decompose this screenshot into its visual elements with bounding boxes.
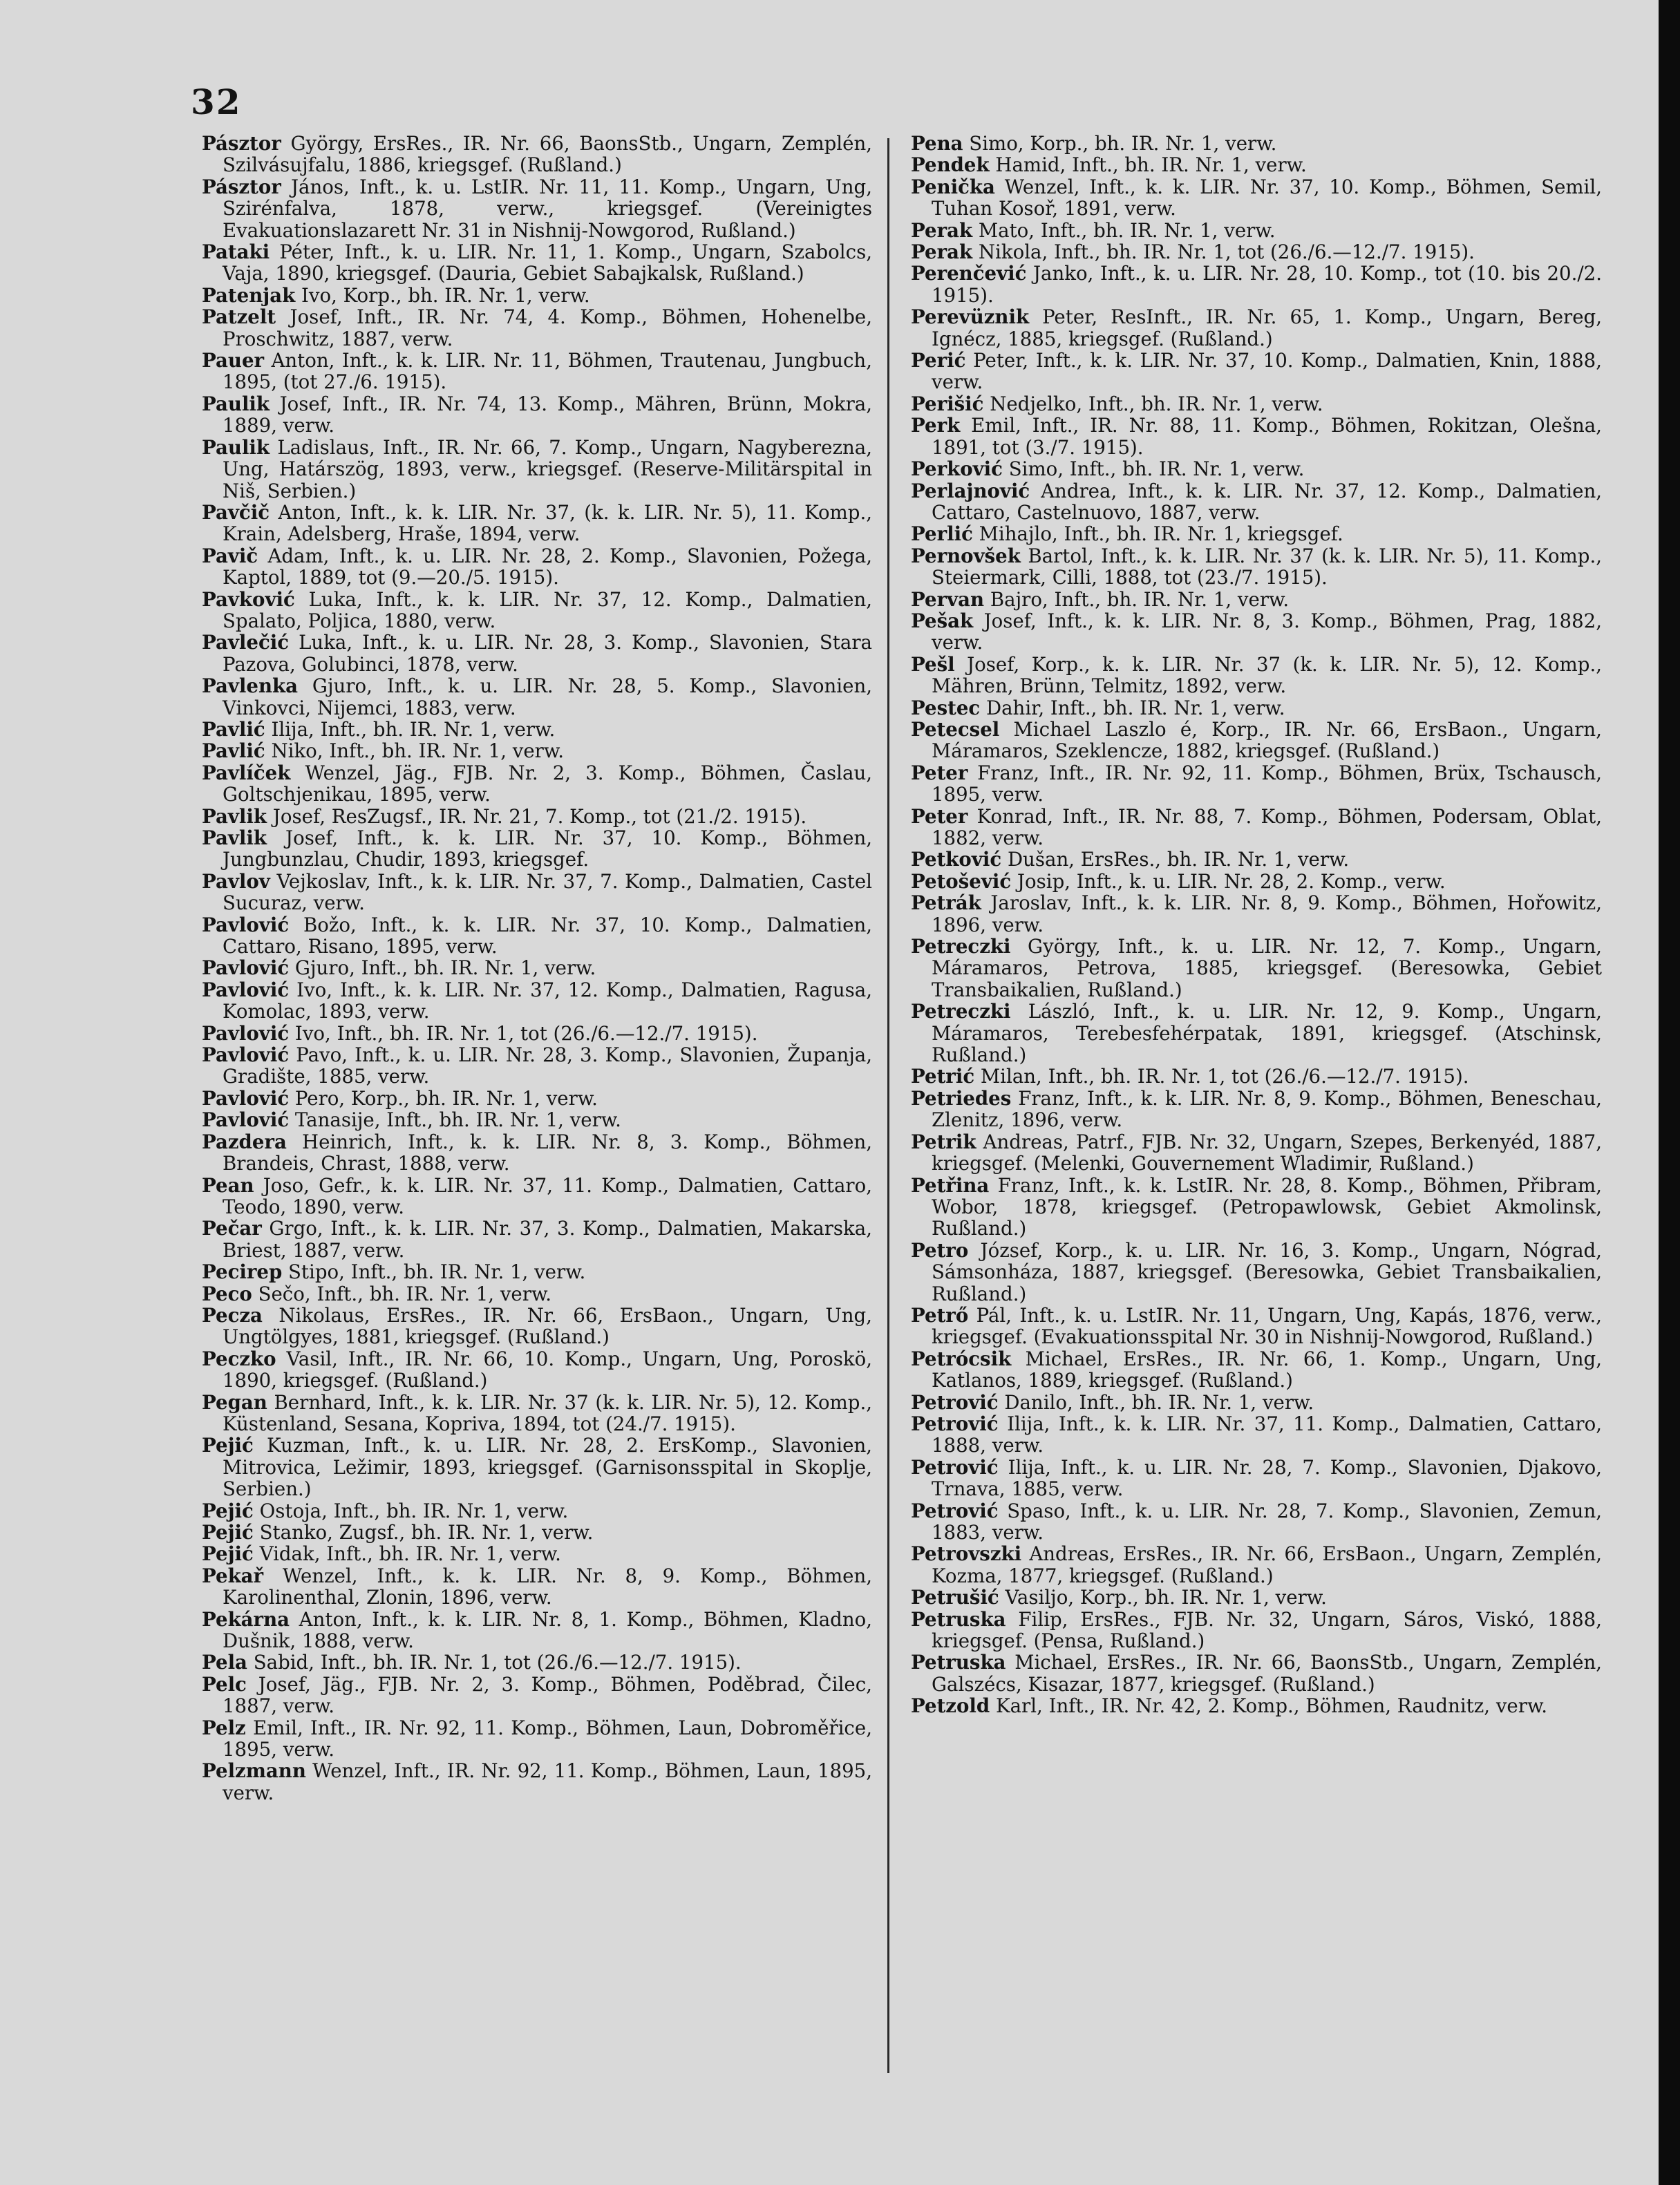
list-item (911, 806, 1602, 849)
list-item (202, 1500, 872, 1522)
entry-details: Pero, Korp., bh. IR. Nr. 1, verw. (294, 1086, 598, 1110)
list-item (911, 762, 1602, 806)
entry-details: Anton, Inft., k. k. LIR. Nr. 11, Böhmen, Trautenau, Jungbuch, 1895, (tot 27./6. 1915). (223, 349, 872, 394)
entry-surname: Peczko (202, 1347, 276, 1370)
entry-details: Michael, ErsRes., IR. Nr. 66, BaonsStb., Ungarn, Zemplén, Galszécs, Kisazar, 1877, kriegsgef. (Rußland.) (932, 1651, 1602, 1696)
entry-details: Luka, Inft., k. k. LIR. Nr. 37, 12. Komp., Dalmatien, Spalato, Poljica, 1880, verw. (223, 587, 872, 632)
entry-details: Josef, Inft., k. k. LIR. Nr. 37, 10. Komp., Böhmen, Jungbunzlau, Chudir, 1893, kriegsgef. (223, 826, 872, 871)
entry-details: Simo, Inft., bh. IR. Nr. 1, verw. (1008, 457, 1305, 481)
list-item (202, 1305, 872, 1348)
entry-surname: Petrő (911, 1303, 969, 1327)
entry-surname: Perković (911, 457, 1003, 481)
entry-surname: Paulik (202, 392, 270, 415)
list-item (202, 393, 872, 437)
entry-surname: Pauer (202, 349, 265, 372)
entry-details: Franz, Inft., k. k. LIR. Nr. 8, 9. Komp., Böhmen, Beneschau, Zlenitz, 1896, verw. (932, 1086, 1602, 1132)
entry-surname: Pešl (911, 652, 955, 676)
entry-surname: Petrušić (911, 1586, 999, 1609)
list-item (911, 350, 1602, 393)
entry-details: Grgo, Inft., k. k. LIR. Nr. 37, 3. Komp., Dalmatien, Makarska, Briest, 1887, verw. (223, 1217, 872, 1262)
entry-surname: Penička (911, 175, 995, 198)
list-item (202, 1522, 872, 1543)
list-item (911, 892, 1602, 936)
entry-surname: Pavlov (202, 869, 270, 893)
entry-details: Joso, Gefr., k. k. LIR. Nr. 37, 11. Komp., Dalmatien, Cattaro, Teodo, 1890, verw. (223, 1173, 872, 1218)
entry-details: Wenzel, Inft., k. k. LIR. Nr. 8, 9. Komp., Böhmen, Karolinenthal, Zlonin, 1896, verw. (223, 1564, 872, 1609)
list-item (202, 1261, 872, 1283)
list-item (202, 545, 872, 589)
list-item (911, 654, 1602, 697)
entry-details: Danilo, Inft., bh. IR. Nr. 1, verw. (1004, 1390, 1314, 1414)
list-item (202, 675, 872, 719)
entry-details: Ivo, Korp., bh. IR. Nr. 1, verw. (301, 283, 590, 307)
entry-details: Wenzel, Inft., k. k. LIR. Nr. 37, 10. Komp., Böhmen, Semil, Tuhan Kosoř, 1891, verw. (932, 175, 1602, 220)
entry-surname: Pataki (202, 240, 270, 264)
entry-details: József, Korp., k. u. LIR. Nr. 16, 3. Komp., Ungarn, Nógrad, Sámsonháza, 1887, kriegsgef. (Beresowka, Gebiet Transbaikalien, Rußland.) (932, 1238, 1602, 1305)
entry-details: Ladislaus, Inft., IR. Nr. 66, 7. Komp., Ungarn, Nagyberezna, Ung, Határszög, 1893, verw., kriegsgef. (Reserve-Militärspital in Niš, Serbien.) (223, 435, 872, 502)
entry-details: György, ErsRes., IR. Nr. 66, BaonsStb., Ungarn, Zemplén, Szilvásujfalu, 1886, kriegsgef. (Rußland.) (223, 132, 872, 177)
list-item (202, 502, 872, 545)
list-item (911, 263, 1602, 306)
entry-details: Josef, Inft., IR. Nr. 74, 4. Komp., Böhmen, Hohenelbe, Proschwitz, 1887, verw. (223, 305, 872, 350)
list-item (911, 523, 1602, 545)
list-item (911, 1348, 1602, 1392)
list-item (202, 1435, 872, 1500)
entry-surname: Petrovszki (911, 1542, 1022, 1566)
list-item (202, 957, 872, 978)
entry-surname: Petrić (911, 1065, 975, 1088)
entry-surname: Pavlik (202, 804, 267, 828)
entry-surname: Perak (911, 240, 973, 264)
entry-details: János, Inft., k. u. LstIR. Nr. 11, 11. Komp., Ungarn, Ung, Szirénfalva, 1878, verw., kriegsgef. (Vereinigtes Evakuationslazarett Nr. 31 in Nishnij-Nowgorod, Rußland.) (223, 175, 872, 242)
entry-details: Peter, ResInft., IR. Nr. 65, 1. Komp., Ungarn, Bereg, Ignécz, 1885, kriegsgef. (Rußland.) (932, 305, 1602, 350)
entry-details: Ilija, Inft., k. k. LIR. Nr. 37, 11. Komp., Dalmatien, Cattaro, 1888, verw. (932, 1412, 1602, 1457)
entry-surname: Pavković (202, 587, 295, 611)
entry-surname: Pelz (202, 1716, 246, 1739)
entry-surname: Petrović (911, 1390, 999, 1414)
list-item (911, 849, 1602, 870)
list-item (911, 1131, 1602, 1175)
entry-surname: Petošević (911, 869, 1012, 893)
entry-surname: Pecza (202, 1303, 263, 1327)
entry-details: Dahir, Inft., bh. IR. Nr. 1, verw. (985, 696, 1285, 719)
entry-surname: Pernovšek (911, 544, 1021, 567)
entry-details: Vidak, Inft., bh. IR. Nr. 1, verw. (259, 1542, 561, 1566)
list-item (911, 1305, 1602, 1348)
entry-surname: Petrović (911, 1499, 999, 1522)
entry-surname: Patzelt (202, 305, 276, 329)
entry-surname: Pena (911, 132, 963, 155)
list-item (202, 1652, 872, 1673)
entry-details: Hamid, Inft., bh. IR. Nr. 1, verw. (995, 153, 1307, 177)
list-item (202, 285, 872, 306)
list-item (202, 1717, 872, 1761)
entry-details: Michael, ErsRes., IR. Nr. 66, 1. Komp., Ungarn, Ung, Katlanos, 1889, kriegsgef. (Rußland.) (932, 1347, 1602, 1392)
list-item (911, 1587, 1602, 1608)
entry-details: Adam, Inft., k. u. LIR. Nr. 28, 2. Komp., Slavonien, Požega, Kaptol, 1889, tot (9.—20./5. 1915). (223, 544, 872, 589)
list-item (911, 176, 1602, 220)
entry-details: Ivo, Inft., k. k. LIR. Nr. 37, 12. Komp., Dalmatien, Ragusa, Komolac, 1893, verw. (223, 978, 872, 1023)
list-item (911, 1457, 1602, 1500)
list-item (202, 827, 872, 871)
entry-details: Pavo, Inft., k. u. LIR. Nr. 28, 3. Komp., Slavonien, Županja, Gradište, 1885, verw. (223, 1043, 872, 1088)
entry-surname: Petecsel (911, 717, 1000, 741)
entry-details: Niko, Inft., bh. IR. Nr. 1, verw. (271, 739, 564, 763)
entry-surname: Perlić (911, 522, 973, 546)
entry-details: László, Inft., k. u. LIR. Nr. 12, 9. Komp., Ungarn, Máramaros, Terebesfehérpatak, 1891, kriegsgef. (Atschinsk, Rußland.) (932, 1000, 1602, 1067)
entry-details: Ilija, Inft., bh. IR. Nr. 1, verw. (271, 717, 556, 741)
list-item (202, 762, 872, 806)
list-item (911, 871, 1602, 892)
entry-details: Nedjelko, Inft., bh. IR. Nr. 1, verw. (990, 392, 1323, 415)
entry-details: Bajro, Inft., bh. IR. Nr. 1, verw. (990, 587, 1290, 611)
list-item (202, 306, 872, 350)
entry-surname: Petro (911, 1238, 969, 1262)
entry-surname: Pelzmann (202, 1759, 306, 1783)
list-item (202, 1175, 872, 1218)
entry-details: Stipo, Inft., bh. IR. Nr. 1, verw. (288, 1260, 586, 1284)
entry-surname: Pásztor (202, 175, 281, 198)
list-item (202, 1543, 872, 1564)
entry-surname: Paulik (202, 435, 270, 459)
entry-surname: Pavlečić (202, 631, 290, 654)
entry-surname: Pešak (911, 609, 974, 632)
entry-surname: Pendek (911, 153, 990, 177)
entry-surname: Peco (202, 1282, 252, 1305)
list-item (202, 133, 872, 176)
entry-details: Nikolaus, ErsRes., IR. Nr. 66, ErsBaon., Ungarn, Ung, Ungtölgyes, 1881, kriegsgef. (Rußland.) (223, 1303, 872, 1349)
entry-surname: Pela (202, 1651, 247, 1674)
entry-surname: Pazdera (202, 1130, 287, 1153)
entry-details: Tanasije, Inft., bh. IR. Nr. 1, verw. (294, 1108, 621, 1132)
entry-details: Jaroslav, Inft., k. k. LIR. Nr. 8, 9. Komp., Böhmen, Hořowitz, 1896, verw. (932, 891, 1602, 936)
entry-surname: Pavlenka (202, 674, 299, 698)
list-item (202, 1392, 872, 1435)
entry-details: Sečo, Inft., bh. IR. Nr. 1, verw. (258, 1282, 552, 1305)
list-item (202, 871, 872, 914)
entry-surname: Patenjak (202, 283, 296, 307)
entry-details: Vasil, Inft., IR. Nr. 66, 10. Komp., Ungarn, Ung, Poroskö, 1890, kriegsgef. (Rußland.) (223, 1347, 872, 1392)
list-item (911, 1088, 1602, 1131)
list-item (202, 437, 872, 502)
entry-surname: Petruska (911, 1651, 1006, 1674)
entry-surname: Pavič (202, 544, 258, 567)
list-item (911, 393, 1602, 415)
entry-surname: Perevüznik (911, 305, 1030, 329)
right-column (911, 133, 1602, 1717)
list-item (202, 241, 872, 285)
list-item (202, 740, 872, 762)
entry-surname: Petrócsik (911, 1347, 1012, 1370)
entry-details: Mato, Inft., bh. IR. Nr. 1, verw. (978, 218, 1276, 242)
entry-details: Vasiljo, Korp., bh. IR. Nr. 1, verw. (1005, 1586, 1327, 1609)
list-item (202, 589, 872, 632)
entry-surname: Petreczki (911, 1000, 1011, 1023)
entry-surname: Pelc (202, 1672, 247, 1696)
entry-surname: Pervan (911, 587, 985, 611)
entry-details: Ivo, Inft., bh. IR. Nr. 1, tot (26./6.—12./7. 1915). (294, 1021, 758, 1045)
entry-surname: Petrik (911, 1130, 976, 1153)
entry-surname: Pejić (202, 1521, 254, 1544)
entry-surname: Perak (911, 218, 973, 242)
entry-details: Michael Laszlo é, Korp., IR. Nr. 66, ErsBaon., Ungarn, Máramaros, Szeklencze, 1882, kriegsgef. (Rußland.) (932, 717, 1602, 763)
list-item (911, 589, 1602, 610)
entry-details: Pál, Inft., k. u. LstIR. Nr. 11, Ungarn, Ung, Kapás, 1876, verw., kriegsgef. (Evakuationsspital Nr. 30 in Nishnij-Nowgorod, Rußland.) (932, 1303, 1602, 1349)
entry-details: Emil, Inft., IR. Nr. 92, 11. Komp., Böhmen, Laun, Dobroměřice, 1895, verw. (223, 1716, 872, 1761)
entry-details: Emil, Inft., IR. Nr. 88, 11. Komp., Böhmen, Rokitzan, Olešna, 1891, tot (3./7. 1915). (932, 414, 1602, 459)
entry-details: Gjuro, Inft., k. u. LIR. Nr. 28, 5. Komp., Slavonien, Vinkovci, Nijemci, 1883, verw. (223, 674, 872, 719)
entry-details: Dušan, ErsRes., bh. IR. Nr. 1, verw. (1007, 848, 1350, 871)
entry-details: Heinrich, Inft., k. k. LIR. Nr. 8, 3. Komp., Böhmen, Brandeis, Chrast, 1888, verw. (223, 1130, 872, 1175)
list-item (202, 1283, 872, 1305)
entry-details: Nikola, Inft., bh. IR. Nr. 1, tot (26./6.—12./7. 1915). (978, 240, 1475, 264)
entry-details: Vejkoslav, Inft., k. k. LIR. Nr. 37, 7. Komp., Dalmatien, Castel Sucuraz, verw. (223, 869, 872, 915)
entry-details: Janko, Inft., k. u. LIR. Nr. 28, 10. Komp., tot (10. bis 20./2. 1915). (932, 262, 1602, 307)
entry-details: Filip, ErsRes., FJB. Nr. 32, Ungarn, Sáros, Viskó, 1888, kriegsgef. (Pensa, Rußland.) (932, 1607, 1602, 1653)
list-item (202, 1218, 872, 1261)
entry-details: Andreas, ErsRes., IR. Nr. 66, ErsBaon., Ungarn, Zemplén, Kozma, 1877, kriegsgef. (Rußland.) (932, 1542, 1602, 1587)
entry-surname: Perlajnović (911, 479, 1030, 502)
entry-surname: Pásztor (202, 132, 281, 155)
list-item (911, 133, 1602, 154)
entry-surname: Petrák (911, 891, 981, 915)
entry-surname: Pavlović (202, 913, 290, 936)
entry-details: Anton, Inft., k. k. LIR. Nr. 8, 1. Komp., Böhmen, Kladno, Dušnik, 1888, verw. (223, 1607, 872, 1653)
list-item (202, 979, 872, 1023)
left-column (202, 133, 872, 1804)
list-item (202, 1565, 872, 1609)
list-item (911, 415, 1602, 458)
entry-details: Ostoja, Inft., bh. IR. Nr. 1, verw. (259, 1499, 569, 1522)
list-item (911, 1609, 1602, 1652)
entry-surname: Petković (911, 848, 1002, 871)
entry-details: Franz, Inft., IR. Nr. 92, 11. Komp., Böhmen, Brüx, Tschausch, 1895, verw. (932, 761, 1602, 806)
list-item (202, 632, 872, 675)
list-item (202, 1348, 872, 1392)
entry-surname: Pegan (202, 1390, 267, 1414)
entry-surname: Pavlović (202, 956, 290, 980)
entry-surname: Pečar (202, 1217, 262, 1240)
entry-surname: Peter (911, 761, 968, 784)
list-item (911, 545, 1602, 589)
entry-details: Josef, Inft., k. k. LIR. Nr. 8, 3. Komp., Böhmen, Prag, 1882, verw. (932, 609, 1602, 654)
list-item (911, 1413, 1602, 1457)
entry-surname: Pejić (202, 1499, 254, 1522)
list-item (911, 306, 1602, 350)
list-item (202, 1609, 872, 1652)
entry-details: Peter, Inft., k. k. LIR. Nr. 37, 10. Komp., Dalmatien, Knin, 1888, verw. (932, 349, 1602, 394)
list-item (202, 1023, 872, 1044)
entry-details: Ilija, Inft., k. u. LIR. Nr. 28, 7. Komp., Slavonien, Djakovo, Trnava, 1885, verw. (932, 1455, 1602, 1501)
entry-surname: Pejić (202, 1542, 254, 1566)
entry-details: Josef, Korp., k. k. LIR. Nr. 37 (k. k. LIR. Nr. 5), 12. Komp., Mähren, Brünn, Telmitz, 1892, verw. (932, 652, 1602, 698)
entry-surname: Peter (911, 804, 968, 828)
list-item (202, 806, 872, 827)
entry-surname: Petruska (911, 1607, 1006, 1631)
entry-surname: Pekař (202, 1564, 264, 1587)
list-item (911, 719, 1602, 762)
list-item (202, 1131, 872, 1175)
entry-details: Bernhard, Inft., k. k. LIR. Nr. 37 (k. k. LIR. Nr. 5), 12. Komp., Küstenland, Sesana, Kopriva, 1894, tot (24./7. 1915). (223, 1390, 872, 1435)
list-item (911, 154, 1602, 176)
entry-details: Milan, Inft., bh. IR. Nr. 1, tot (26./6.—12./7. 1915). (980, 1065, 1469, 1088)
list-item (911, 1652, 1602, 1695)
entry-surname: Pavlović (202, 1108, 290, 1132)
entry-surname: Pean (202, 1173, 254, 1197)
entry-details: Sabid, Inft., bh. IR. Nr. 1, tot (26./6.—12./7. 1915). (253, 1651, 742, 1674)
list-item (911, 220, 1602, 241)
entry-surname: Pekárna (202, 1607, 290, 1631)
entry-surname: Perk (911, 414, 961, 437)
list-item (911, 1500, 1602, 1544)
list-item (202, 176, 872, 241)
page-number: 32 (191, 82, 242, 122)
entry-surname: Pestec (911, 696, 981, 719)
list-item (911, 1066, 1602, 1087)
entry-details: Josef, ResZugsf., IR. Nr. 21, 7. Komp., tot (21./2. 1915). (272, 804, 807, 828)
entry-surname: Pavčič (202, 500, 270, 524)
entry-details: Andrea, Inft., k. k. LIR. Nr. 37, 12. Komp., Dalmatien, Cattaro, Castelnuovo, 1887, verw. (932, 479, 1602, 524)
entry-details: Franz, Inft., k. k. LstIR. Nr. 28, 8. Komp., Böhmen, Přibram, Wobor, 1878, kriegsgef. (Petropawlowsk, Gebiet Akmolinsk, Rußland.) (932, 1173, 1602, 1240)
entry-surname: Pavlíček (202, 761, 291, 784)
list-item (911, 480, 1602, 524)
entry-surname: Pavlović (202, 1086, 290, 1110)
list-item (202, 1109, 872, 1131)
entry-surname: Petzold (911, 1694, 990, 1718)
entry-surname: Pavlović (202, 1043, 290, 1067)
entry-details: Stanko, Zugsf., bh. IR. Nr. 1, verw. (259, 1521, 594, 1544)
entry-details: Gjuro, Inft., bh. IR. Nr. 1, verw. (294, 956, 596, 980)
list-item (911, 697, 1602, 719)
entry-surname: Perenčević (911, 262, 1027, 285)
list-item (911, 1543, 1602, 1587)
entry-surname: Petriedes (911, 1086, 1012, 1110)
entry-surname: Pavlić (202, 739, 265, 763)
entry-surname: Pavlik (202, 826, 267, 849)
entry-details: Anton, Inft., k. k. LIR. Nr. 37, (k. k. LIR. Nr. 5), 11. Komp., Krain, Adelsberg, Hraše, 1894, verw. (223, 500, 872, 546)
entry-details: Mihajlo, Inft., bh. IR. Nr. 1, kriegsgef. (979, 522, 1343, 546)
entry-details: Luka, Inft., k. u. LIR. Nr. 28, 3. Komp., Slavonien, Stara Pazova, Golubinci, 1878, verw. (223, 631, 872, 676)
entry-details: Josip, Inft., k. u. LIR. Nr. 28, 2. Komp., verw. (1017, 869, 1446, 893)
entry-details: Andreas, Patrf., FJB. Nr. 32, Ungarn, Szepes, Berkenyéd, 1887, kriegsgef. (Melenki, Gouvernement Wladimir, Rußland.) (932, 1130, 1602, 1175)
entry-surname: Petreczki (911, 935, 1011, 958)
entry-details: Péter, Inft., k. u. LIR. Nr. 11, 1. Komp., Ungarn, Szabolcs, Vaja, 1890, kriegsgef. (Dauria, Gebiet Sabajkalsk, Rußland.) (223, 240, 872, 285)
list-item (911, 241, 1602, 263)
list-item (202, 1674, 872, 1717)
list-item (911, 1392, 1602, 1413)
entry-details: Simo, Korp., bh. IR. Nr. 1, verw. (969, 132, 1277, 155)
entry-surname: Petřina (911, 1173, 990, 1197)
entry-details: Božo, Inft., k. k. LIR. Nr. 37, 10. Komp., Dalmatien, Cattaro, Risano, 1895, verw. (223, 913, 872, 958)
list-item (202, 1760, 872, 1804)
entry-details: Spaso, Inft., k. u. LIR. Nr. 28, 7. Komp., Slavonien, Zemun, 1883, verw. (932, 1499, 1602, 1544)
entry-surname: Pejić (202, 1434, 254, 1457)
list-item (202, 1044, 872, 1088)
list-item (911, 1240, 1602, 1305)
list-item (202, 719, 872, 740)
list-item (202, 350, 872, 393)
entry-surname: Pavlić (202, 717, 265, 741)
entry-details: Wenzel, Inft., IR. Nr. 92, 11. Komp., Böhmen, Laun, 1895, verw. (223, 1759, 872, 1804)
entry-details: Kuzman, Inft., k. u. LIR. Nr. 28, 2. ErsKomp., Slavonien, Mitrovica, Ležimir, 1893, kriegsgef. (Garnisonsspital in Skoplje, Serbien.) (223, 1434, 872, 1501)
entry-surname: Perišić (911, 392, 984, 415)
entry-details: Bartol, Inft., k. k. LIR. Nr. 37 (k. k. LIR. Nr. 5), 11. Komp., Steiermark, Cilli, 1888, tot (23./7. 1915). (932, 544, 1602, 589)
entry-surname: Pavlović (202, 1021, 290, 1045)
list-item (202, 914, 872, 958)
entry-details: Wenzel, Jäg., FJB. Nr. 2, 3. Komp., Böhmen, Časlau, Goltschjenikau, 1895, verw. (223, 761, 873, 806)
list-item (911, 1001, 1602, 1066)
list-item (911, 1175, 1602, 1240)
list-item (911, 936, 1602, 1001)
entry-details: Josef, Inft., IR. Nr. 74, 13. Komp., Mähren, Brünn, Mokra, 1889, verw. (223, 392, 872, 437)
entry-surname: Petrović (911, 1455, 999, 1479)
list-item (911, 610, 1602, 654)
list-item (202, 1088, 872, 1109)
entry-surname: Pavlović (202, 978, 290, 1001)
entry-surname: Petrović (911, 1412, 999, 1435)
list-item (911, 458, 1602, 480)
column-divider (887, 138, 889, 2073)
list-item (911, 1695, 1602, 1716)
entry-details: György, Inft., k. u. LIR. Nr. 12, 7. Komp., Ungarn, Máramaros, Petrova, 1885, kriegsgef. (Beresowka, Gebiet Transbaikalien, Rußland.) (932, 935, 1602, 1001)
entry-details: Josef, Jäg., FJB. Nr. 2, 3. Komp., Böhmen, Poděbrad, Čilec, 1887, verw. (223, 1672, 872, 1718)
entry-details: Konrad, Inft., IR. Nr. 88, 7. Komp., Böhmen, Podersam, Oblat, 1882, verw. (932, 804, 1602, 849)
entry-details: Karl, Inft., IR. Nr. 42, 2. Komp., Böhmen, Raudnitz, verw. (995, 1694, 1548, 1718)
entry-surname: Pecirep (202, 1260, 283, 1284)
entry-surname: Perić (911, 349, 966, 372)
